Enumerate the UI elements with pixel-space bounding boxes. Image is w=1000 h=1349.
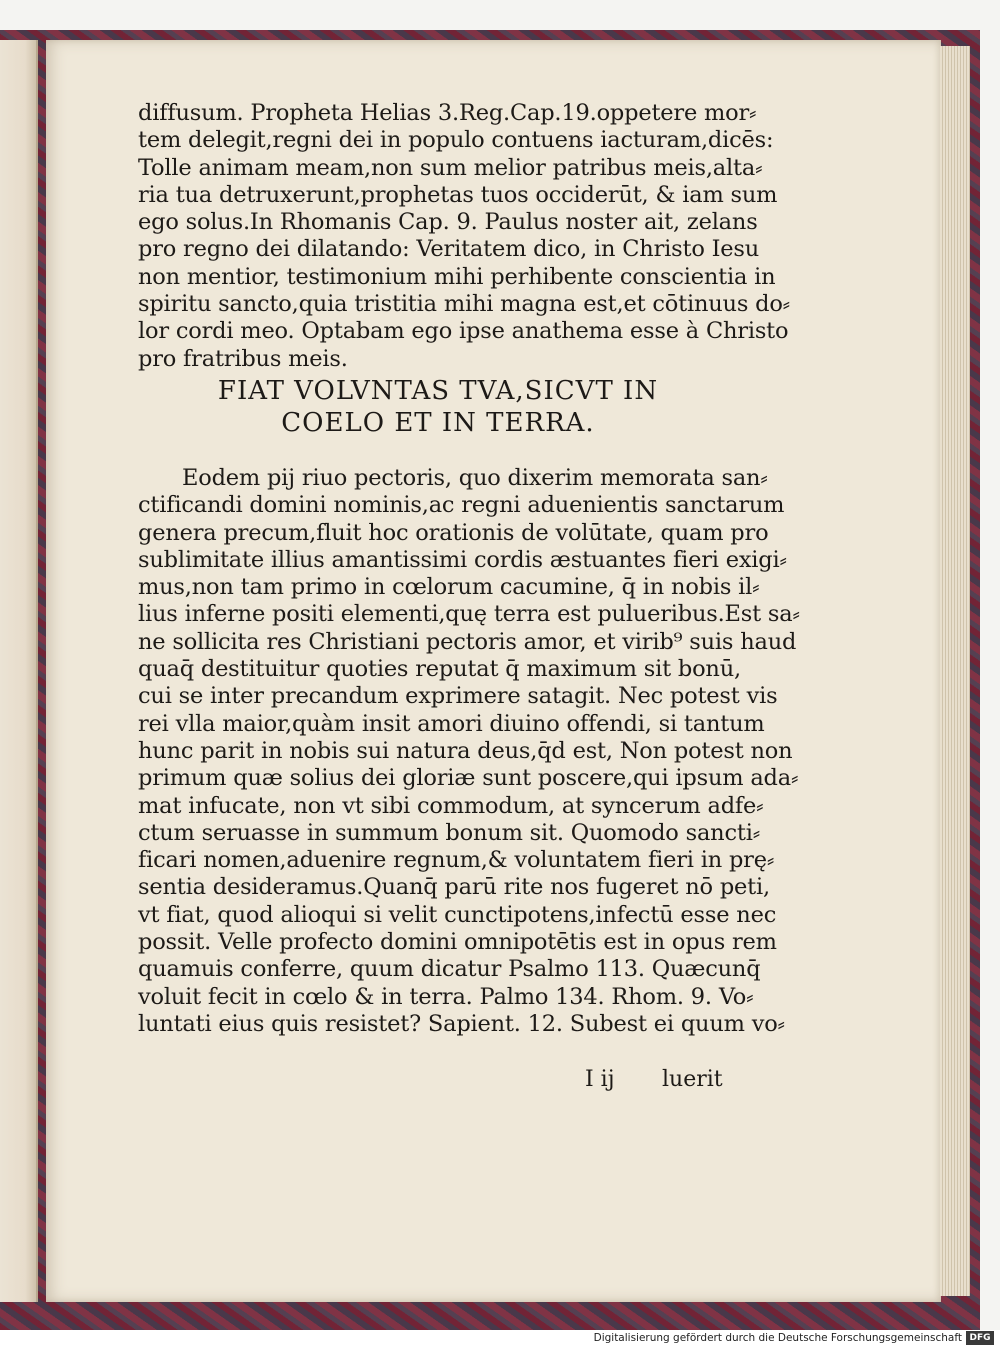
text-line: quamuis conferre, quum dicatur Psalmo 113. Quæcunq̄ — [138, 956, 761, 983]
text-line: sentia desideramus.Quanq̄ parū rite nos fugeret nō peti, — [138, 874, 770, 901]
text-line: lius inferne positi elementi,quę terra est pulueribus.Est sa⸗ — [138, 601, 800, 628]
page-text — [138, 100, 800, 1038]
text-line: ctificandi domini nominis,ac regni aduenientis sanctarum — [138, 492, 785, 519]
section-heading — [138, 375, 738, 439]
text-line: quaq̄ destituitur quoties reputat q̄ maximum sit bonū, — [138, 656, 741, 683]
text-line: diffusum. Propheta Helias 3.Reg.Cap.19.oppetere mor⸗ — [138, 100, 757, 126]
text-line: lor cordi meo. Optabam ego ipse anathema esse à Christo — [138, 318, 789, 345]
heading-line-1: FIAT VOLVNTAS TVA,SICVT IN — [217, 375, 659, 406]
text-line: rei vlla maior,quàm insit amori diuino offendi, si tantum — [138, 710, 765, 737]
heading-line-2: COELO ET IN TERRA. — [281, 407, 595, 438]
funding-credit: Digitalisierung gefördert durch die Deutsche Forschungsgemeinschaft — [593, 1332, 962, 1344]
text-line: ego solus.In Rhomanis Cap. 9. Paulus noster ait, zelans — [138, 209, 758, 236]
text-line: mus,non tam primo in cœlorum cacumine, q̄ in nobis il⸗ — [138, 574, 760, 601]
signature-mark: I ij — [585, 1067, 615, 1092]
text-line: genera precum,fluit hoc orationis de volūtate, quam pro — [138, 519, 769, 546]
text-line: ctum seruasse in summum bonum sit. Quomodo sancti⸗ — [138, 819, 760, 846]
text-line: Tolle animam meam,non sum melior patribus meis,alta⸗ — [138, 154, 763, 181]
catchword: luerit — [662, 1067, 723, 1092]
text-line: Eodem pij riuo pectoris, quo dixerim memorata san⸗ — [182, 464, 768, 491]
text-line: voluit fecit in cœlo & in terra. Palmo 134. Rhom. 9. Vo⸗ — [138, 983, 754, 1010]
text-line: primum quæ solius dei gloriæ sunt poscere,qui ipsum ada⸗ — [138, 765, 799, 792]
text-line: hunc parit in nobis sui natura deus,q̄d est, Non potest non — [138, 737, 793, 764]
text-line: mat infucate, non vt sibi commodum, at syncerum adfe⸗ — [138, 792, 764, 819]
text-line: possit. Velle profecto domini omnipotētis est in opus rem — [138, 929, 777, 956]
text-line: ficari nomen,aduenire regnum,& voluntatem fieri in prę⸗ — [138, 847, 775, 874]
page-footer — [585, 1067, 723, 1092]
text-line: luntati eius quis resistet? Sapient. 12. Subest ei quum vo⸗ — [138, 1010, 785, 1037]
text-line: cui se inter precandum exprimere satagit. Nec potest vis — [138, 683, 778, 710]
page-block-edges — [940, 46, 970, 1296]
text-line: ne sollicita res Christiani pectoris amor, et virib⁹ suis haud — [138, 628, 797, 655]
text-line: tem delegit,regni dei in populo contuens iacturam,dicēs: — [138, 127, 774, 154]
text-line: pro fratribus meis. — [138, 345, 348, 372]
text-line: spiritu sancto,quia tristitia mihi magna est,et cōtinuus do⸗ — [138, 291, 790, 318]
text-line: non mentior, testimonium mihi perhibente conscientia in — [138, 263, 776, 290]
dfg-logo: DFG — [966, 1331, 994, 1345]
left-page-edge — [0, 40, 38, 1302]
text-line: vt fiat, quod alioqui si velit cunctipotens,infectū esse nec — [138, 901, 777, 928]
text-line: ria tua detruxerunt,prophetas tuos occiderūt, & iam sum — [138, 181, 778, 208]
text-line: sublimitate illius amantissimi cordis æstuantes fieri exigi⸗ — [138, 546, 787, 573]
text-line: pro regno dei dilatando: Veritatem dico, in Christo Iesu — [138, 236, 760, 263]
